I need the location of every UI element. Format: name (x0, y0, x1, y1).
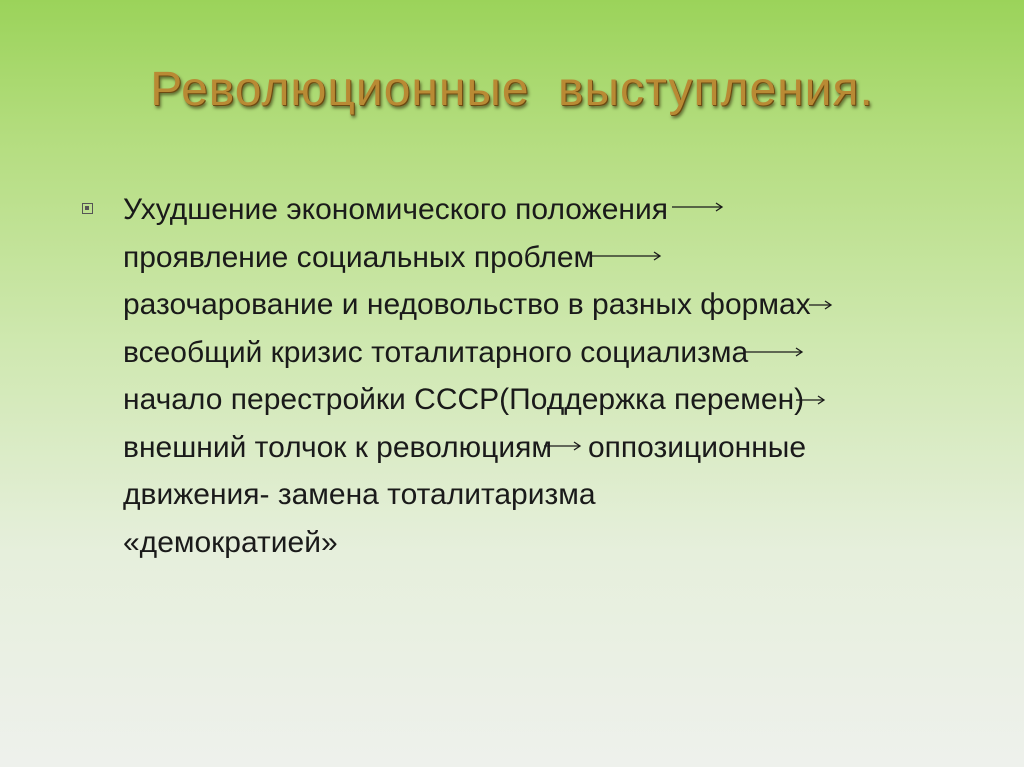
line-text: движения- замена тоталитаризма (123, 478, 596, 511)
arrow-right-icon (594, 234, 664, 282)
square-bullet-icon (82, 203, 93, 214)
slide-body (82, 186, 1002, 566)
arrow-right-icon (804, 376, 834, 424)
arrow-right-icon (811, 281, 837, 329)
line-text: оппозиционные (588, 430, 807, 464)
bullet-line (123, 234, 837, 282)
bullet-line (123, 376, 837, 424)
arrow-right-icon (668, 186, 722, 234)
line-text: внешний толчок к революциям (123, 430, 552, 464)
line-text: «демократией» (123, 525, 338, 559)
line-text: всеобщий кризис тоталитарного социализма (123, 335, 749, 369)
line-text: проявление социальных проблем (123, 240, 595, 274)
bullet-line (123, 329, 837, 377)
line-text: разочарование и недовольство в разных формах (123, 288, 811, 321)
bullet-line (123, 186, 837, 234)
bullet-line (123, 471, 837, 519)
bullet-line (123, 519, 837, 567)
line-text: начало перестройки СССР(Поддержка перемен) (123, 383, 805, 416)
bullet-text (123, 186, 837, 566)
arrow-right-icon (552, 424, 588, 472)
bullet-line (123, 424, 837, 472)
line-text: Ухудшение экономического положения (123, 193, 668, 226)
arrow-right-icon (748, 329, 808, 377)
bullet-line (123, 281, 837, 329)
bullet-item (82, 186, 1002, 566)
slide-title: Революционные выступления. (150, 63, 874, 116)
